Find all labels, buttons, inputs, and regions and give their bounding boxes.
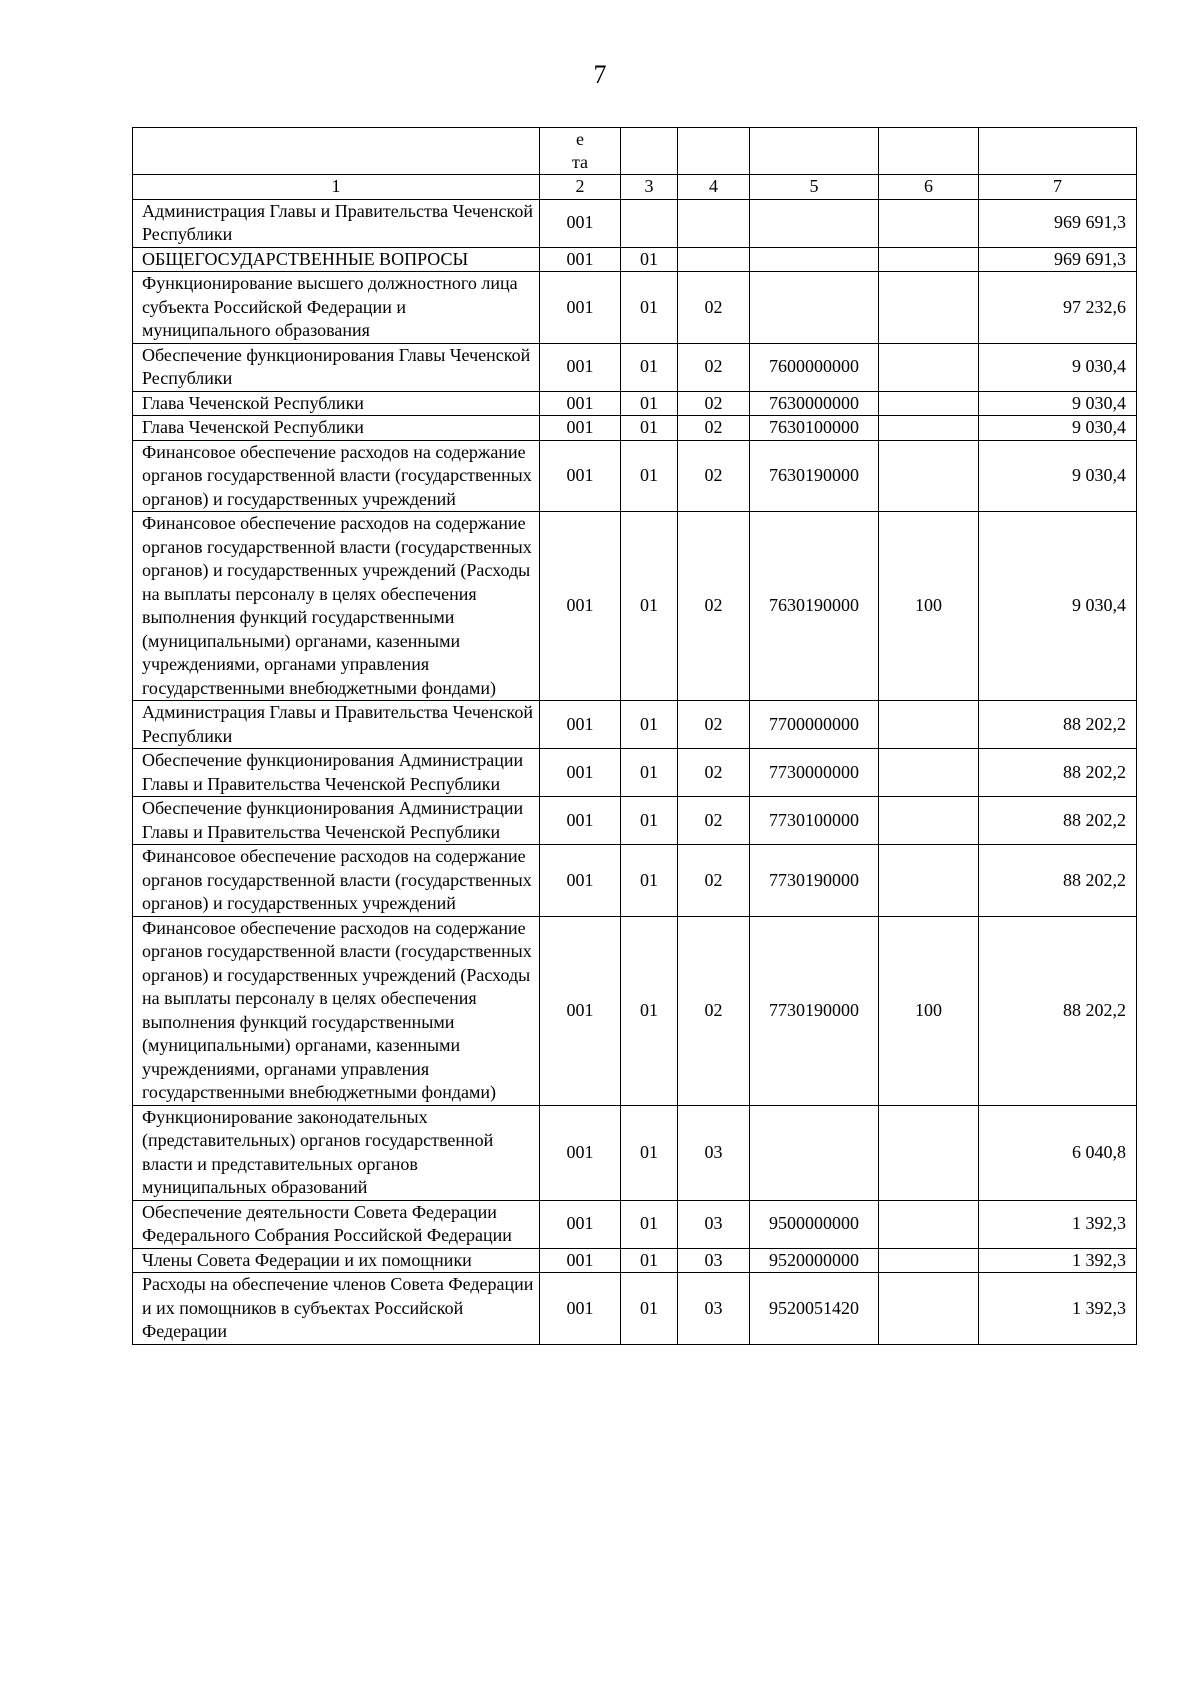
row-amount-cell: 9 030,4 — [979, 416, 1137, 441]
row-subsection-cell: 02 — [678, 343, 750, 391]
table-row — [133, 1200, 1137, 1248]
row-subsection-cell: 03 — [678, 1105, 750, 1200]
row-target-cell: 9500000000 — [750, 1200, 879, 1248]
row-section-cell: 01 — [621, 916, 678, 1105]
table-row — [133, 1248, 1137, 1273]
table-row — [133, 797, 1137, 845]
row-amount-cell: 88 202,2 — [979, 749, 1137, 797]
row-amount-cell: 9 030,4 — [979, 440, 1137, 512]
row-amount-cell: 88 202,2 — [979, 916, 1137, 1105]
row-section-cell: 01 — [621, 749, 678, 797]
budget-table — [132, 127, 1137, 1345]
row-section-cell: 01 — [621, 1200, 678, 1248]
row-name-cell: Функционирование высшего должностного лица субъекта Российской Федерации и муниципального образования — [133, 272, 540, 344]
row-name-cell: Функционирование законодательных (представительных) органов государственной власти и представительных органов муниципальных образований — [133, 1105, 540, 1200]
row-code-cell: 001 — [540, 701, 621, 749]
row-name-cell: Расходы на обеспечение членов Совета Федерации и их помощников в субъектах Российской Федерации — [133, 1273, 540, 1345]
row-target-cell: 9520000000 — [750, 1248, 879, 1273]
row-expense-type-cell — [879, 440, 979, 512]
table-row — [133, 1273, 1137, 1345]
row-amount-cell: 97 232,6 — [979, 272, 1137, 344]
row-target-cell: 7730100000 — [750, 797, 879, 845]
row-subsection-cell: 02 — [678, 845, 750, 917]
row-expense-type-cell — [879, 1273, 979, 1345]
row-expense-type-cell: 100 — [879, 916, 979, 1105]
row-code-cell: 001 — [540, 199, 621, 247]
row-amount-cell: 6 040,8 — [979, 1105, 1137, 1200]
row-code-cell: 001 — [540, 1248, 621, 1273]
row-target-cell: 7730190000 — [750, 845, 879, 917]
row-code-cell: 001 — [540, 797, 621, 845]
table-header-row — [133, 128, 1137, 175]
row-name-cell: Финансовое обеспечение расходов на содержание органов государственной власти (государственных органов) и государственных учреждений — [133, 440, 540, 512]
row-amount-cell: 1 392,3 — [979, 1200, 1137, 1248]
row-expense-type-cell — [879, 247, 979, 272]
header-cell-4 — [678, 128, 750, 175]
row-subsection-cell: 02 — [678, 749, 750, 797]
header-cell-7 — [979, 128, 1137, 175]
column-number: 2 — [540, 175, 621, 200]
row-subsection-cell: 02 — [678, 916, 750, 1105]
row-code-cell: 001 — [540, 391, 621, 416]
column-number: 1 — [133, 175, 540, 200]
row-amount-cell: 969 691,3 — [979, 247, 1137, 272]
row-target-cell — [750, 247, 879, 272]
table-row — [133, 512, 1137, 701]
row-target-cell: 7600000000 — [750, 343, 879, 391]
row-name-cell: Обеспечение деятельности Совета Федерации Федерального Собрания Российской Федерации — [133, 1200, 540, 1248]
row-subsection-cell: 02 — [678, 272, 750, 344]
row-target-cell — [750, 199, 879, 247]
table-row — [133, 845, 1137, 917]
table-row — [133, 416, 1137, 441]
row-target-cell: 7730000000 — [750, 749, 879, 797]
row-name-cell: ОБЩЕГОСУДАРСТВЕННЫЕ ВОПРОСЫ — [133, 247, 540, 272]
column-number: 7 — [979, 175, 1137, 200]
column-number: 6 — [879, 175, 979, 200]
row-target-cell: 7630000000 — [750, 391, 879, 416]
row-subsection-cell: 03 — [678, 1248, 750, 1273]
row-section-cell: 01 — [621, 391, 678, 416]
row-expense-type-cell — [879, 1105, 979, 1200]
row-code-cell: 001 — [540, 272, 621, 344]
row-amount-cell: 9 030,4 — [979, 512, 1137, 701]
row-target-cell: 7630100000 — [750, 416, 879, 441]
row-subsection-cell — [678, 247, 750, 272]
row-section-cell: 01 — [621, 512, 678, 701]
header-fragment-line: е — [576, 129, 584, 149]
row-name-cell: Обеспечение функционирования Администрации Главы и Правительства Чеченской Республики — [133, 797, 540, 845]
column-number-row — [133, 175, 1137, 200]
row-amount-cell: 9 030,4 — [979, 391, 1137, 416]
row-section-cell: 01 — [621, 701, 678, 749]
row-expense-type-cell — [879, 272, 979, 344]
row-amount-cell: 9 030,4 — [979, 343, 1137, 391]
row-expense-type-cell: 100 — [879, 512, 979, 701]
row-code-cell: 001 — [540, 440, 621, 512]
header-cell-5 — [750, 128, 879, 175]
row-amount-cell: 1 392,3 — [979, 1273, 1137, 1345]
row-name-cell: Финансовое обеспечение расходов на содержание органов государственной власти (государственных органов) и государственных учреждений (Расходы на выплаты персоналу в целях обеспечения выполнения функций государственными (муниципальными) органами, казенными учреждениями, органами управления государственными внебюджетными фондами) — [133, 512, 540, 701]
row-expense-type-cell — [879, 416, 979, 441]
table-row — [133, 1105, 1137, 1200]
row-section-cell: 01 — [621, 1105, 678, 1200]
row-subsection-cell: 02 — [678, 512, 750, 701]
row-section-cell: 01 — [621, 797, 678, 845]
row-name-cell: Финансовое обеспечение расходов на содержание органов государственной власти (государственных органов) и государственных учреждений (Расходы на выплаты персоналу в целях обеспечения выполнения функций государственными (муниципальными) органами, казенными учреждениями, органами управления государственными внебюджетными фондами) — [133, 916, 540, 1105]
row-amount-cell: 88 202,2 — [979, 701, 1137, 749]
table-row — [133, 247, 1137, 272]
row-expense-type-cell — [879, 749, 979, 797]
row-code-cell: 001 — [540, 343, 621, 391]
row-code-cell: 001 — [540, 916, 621, 1105]
row-amount-cell: 969 691,3 — [979, 199, 1137, 247]
row-subsection-cell: 02 — [678, 416, 750, 441]
row-expense-type-cell — [879, 343, 979, 391]
row-section-cell: 01 — [621, 440, 678, 512]
row-expense-type-cell — [879, 1248, 979, 1273]
table-row — [133, 391, 1137, 416]
column-number: 4 — [678, 175, 750, 200]
row-target-cell: 7730190000 — [750, 916, 879, 1105]
row-subsection-cell: 03 — [678, 1200, 750, 1248]
row-name-cell: Члены Совета Федерации и их помощники — [133, 1248, 540, 1273]
row-section-cell: 01 — [621, 1248, 678, 1273]
row-section-cell: 01 — [621, 247, 678, 272]
row-code-cell: 001 — [540, 1273, 621, 1345]
table-row — [133, 749, 1137, 797]
row-expense-type-cell — [879, 1200, 979, 1248]
row-code-cell: 001 — [540, 416, 621, 441]
row-code-cell: 001 — [540, 247, 621, 272]
row-amount-cell: 88 202,2 — [979, 797, 1137, 845]
page-number: 7 — [593, 60, 607, 89]
row-name-cell: Обеспечение функционирования Администрации Главы и Правительства Чеченской Республики — [133, 749, 540, 797]
row-code-cell: 001 — [540, 845, 621, 917]
row-code-cell: 001 — [540, 1200, 621, 1248]
row-section-cell: 01 — [621, 416, 678, 441]
row-target-cell: 7630190000 — [750, 512, 879, 701]
row-name-cell: Администрация Главы и Правительства Чеченской Республики — [133, 199, 540, 247]
row-name-cell: Финансовое обеспечение расходов на содержание органов государственной власти (государственных органов) и государственных учреждений — [133, 845, 540, 917]
table-row — [133, 701, 1137, 749]
column-number: 3 — [621, 175, 678, 200]
row-name-cell: Глава Чеченской Республики — [133, 391, 540, 416]
row-section-cell: 01 — [621, 272, 678, 344]
row-name-cell: Администрация Главы и Правительства Чеченской Республики — [133, 701, 540, 749]
row-name-cell: Обеспечение функционирования Главы Чеченской Республики — [133, 343, 540, 391]
header-cell-2 — [540, 128, 621, 175]
row-name-cell: Глава Чеченской Республики — [133, 416, 540, 441]
row-amount-cell: 88 202,2 — [979, 845, 1137, 917]
row-subsection-cell: 02 — [678, 797, 750, 845]
row-section-cell — [621, 199, 678, 247]
row-subsection-cell — [678, 199, 750, 247]
header-cell-1 — [133, 128, 540, 175]
row-expense-type-cell — [879, 845, 979, 917]
row-section-cell: 01 — [621, 1273, 678, 1345]
row-expense-type-cell — [879, 797, 979, 845]
column-number: 5 — [750, 175, 879, 200]
row-code-cell: 001 — [540, 512, 621, 701]
header-cell-6 — [879, 128, 979, 175]
row-target-cell: 7700000000 — [750, 701, 879, 749]
row-target-cell: 7630190000 — [750, 440, 879, 512]
row-expense-type-cell — [879, 199, 979, 247]
row-target-cell — [750, 272, 879, 344]
row-section-cell: 01 — [621, 845, 678, 917]
row-section-cell: 01 — [621, 343, 678, 391]
table-row — [133, 199, 1137, 247]
row-subsection-cell: 02 — [678, 440, 750, 512]
row-subsection-cell: 02 — [678, 391, 750, 416]
row-target-cell: 9520051420 — [750, 1273, 879, 1345]
table-row — [133, 272, 1137, 344]
header-cell-3 — [621, 128, 678, 175]
row-expense-type-cell — [879, 391, 979, 416]
row-expense-type-cell — [879, 701, 979, 749]
row-subsection-cell: 02 — [678, 701, 750, 749]
table-row — [133, 916, 1137, 1105]
header-fragment-line: та — [571, 152, 589, 172]
table-row — [133, 343, 1137, 391]
row-target-cell — [750, 1105, 879, 1200]
row-code-cell: 001 — [540, 749, 621, 797]
table-row — [133, 440, 1137, 512]
row-code-cell: 001 — [540, 1105, 621, 1200]
row-amount-cell: 1 392,3 — [979, 1248, 1137, 1273]
row-subsection-cell: 03 — [678, 1273, 750, 1345]
